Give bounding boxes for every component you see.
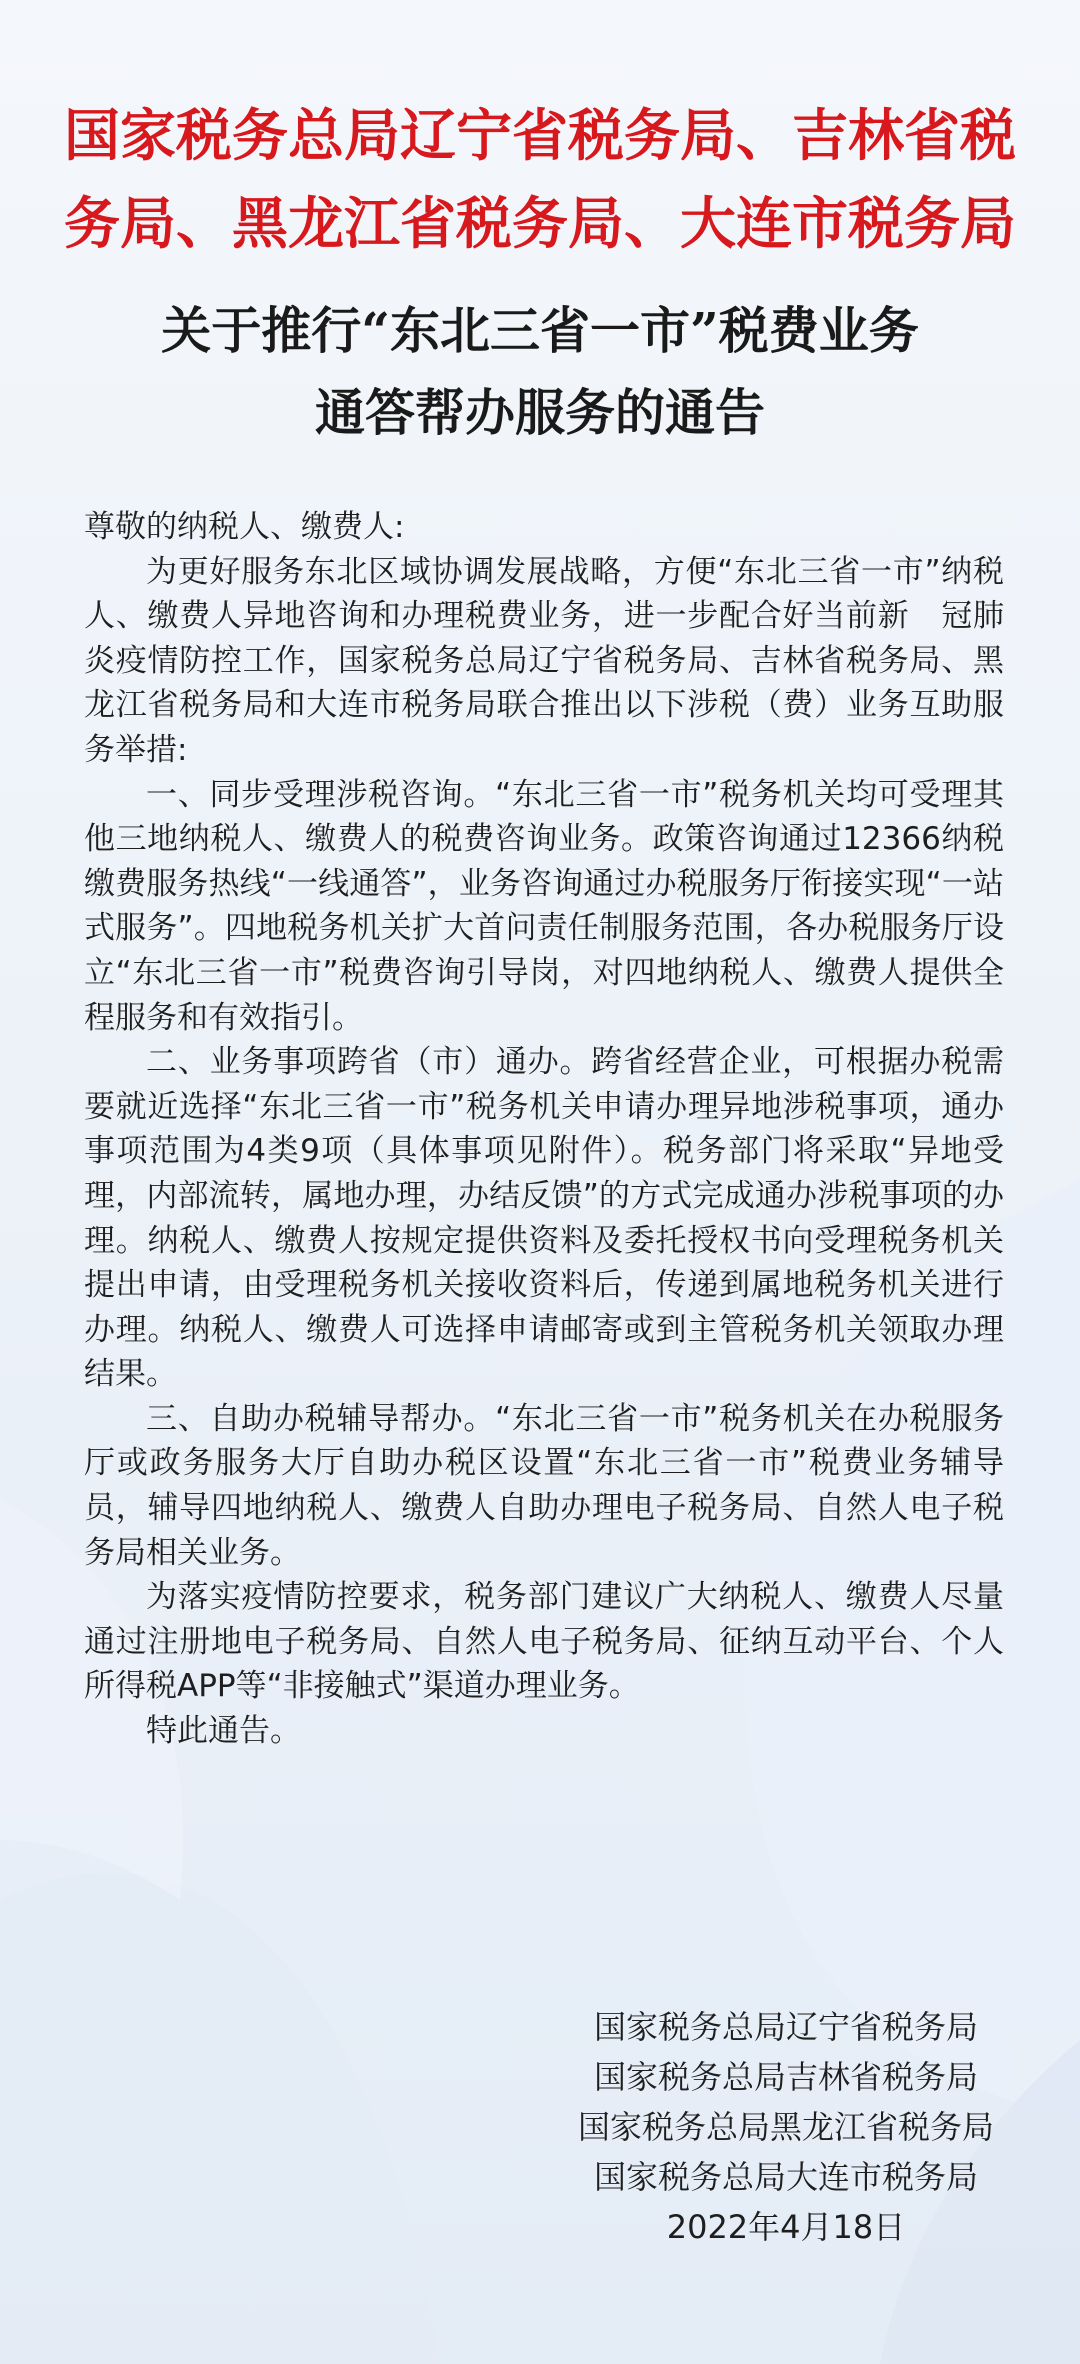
signature-block: [578, 2002, 994, 2252]
measure-3-paragraph: 三、自助办税辅导帮办。“东北三省一市”税务机关在办税服务厅或政务服务大厅自助办税区设置“东北三省一市”税费业务辅导员，辅导四地纳税人、缴费人自助办理电子税务局、自然人电子税务局相关业务。: [84, 1400, 1004, 1571]
notice-body: [84, 505, 1004, 1754]
intro-paragraph: 为更好服务东北区域协调发展战略，方便“东北三省一市”纳税人、缴费人异地咨询和办理税费业务，进一步配合好当前新 冠肺炎疫情防控工作，国家税务总局辽宁省税务局、吉林省税务局、黑龙江省税务局和大连市税务局联合推出以下涉税（费）业务互助服务举措:: [84, 553, 1004, 768]
signature-org: 国家税务总局黑龙江省税务局: [577, 2108, 994, 2146]
notice-title-line-2: 通答帮办服务的通告: [315, 383, 765, 442]
measure-2-paragraph: 二、业务事项跨省（市）通办。跨省经营企业，可根据办税需要就近选择“东北三省一市”税务机关申请办理异地涉税事项，通办事项范围为4类9项（具体事项见附件）。税务部门将采取“异地受理，内部流转，属地办理，办结反馈”的方式完成通办涉税事项的办理。纳税人、缴费人按规定提供资料及委托授权书向受理税务机关提出申请，由受理税务机关接收资料后，传递到属地税务机关进行办理。纳税人、缴费人可选择申请邮寄或到主管税务机关领取办理结果。: [84, 1044, 1004, 1393]
closing-paragraph: 特此通告。: [146, 1713, 301, 1750]
signature-org: 国家税务总局辽宁省税务局: [593, 2008, 978, 2046]
measure-1-paragraph: 一、同步受理涉税咨询。“东北三省一市”税务机关均可受理其他三地纳税人、缴费人的税费咨询业务。政策咨询通过12366纳税缴费服务热线“一线通答”，业务咨询通过办税服务厅衔接实现“一站式服务”。四地税务机关扩大首问责任制服务范围，各办税服务厅设立“东北三省一市”税费咨询引导岗，对四地纳税人、缴费人提供全程服务和有效指引。: [84, 776, 1004, 1036]
salutation: 尊敬的纳税人、缴费人:: [84, 509, 405, 545]
epidemic-prevention-paragraph: 为落实疫情防控要求，税务部门建议广大纳税人、缴费人尽量通过注册地电子税务局、自然人电子税务局、征纳互动平台、个人所得税APP等“非接触式”渠道办理业务。: [84, 1579, 1004, 1705]
notice-title-line-1: 关于推行“东北三省一市”税费业务: [161, 301, 919, 360]
signature-date: 2022年4月18日: [666, 2208, 906, 2246]
notice-title: [60, 290, 1020, 454]
signature-org: 国家税务总局大连市税务局: [593, 2158, 978, 2196]
signature-org: 国家税务总局吉林省税务局: [593, 2058, 978, 2096]
issuing-authorities-title: 国家税务总局辽宁省税务局、吉林省税务局、黑龙江省税务局、大连市税务局: [64, 103, 1016, 257]
